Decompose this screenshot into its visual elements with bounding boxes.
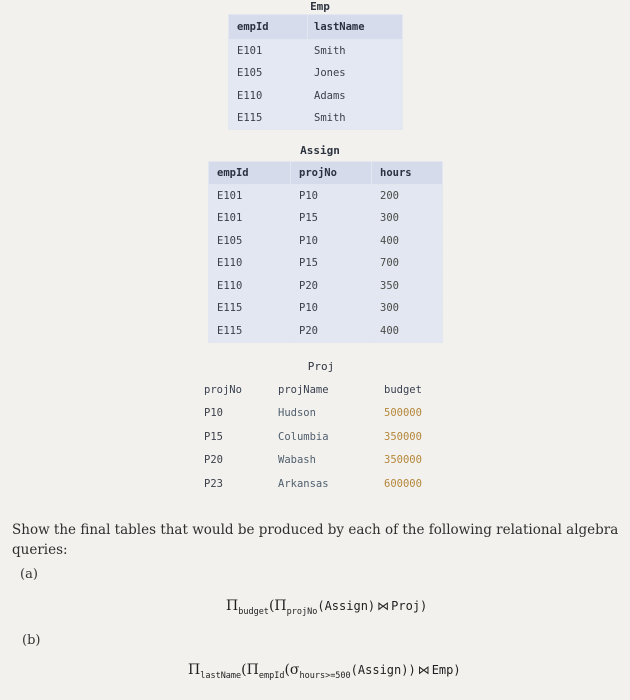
part-b-label: (b)	[22, 633, 41, 648]
table-cell: Arkansas	[278, 477, 329, 490]
relation-name: Emp)	[431, 663, 461, 677]
table-row	[196, 425, 422, 449]
expression-a: $\Pi_{budget}(\Pi_{projNo}(Assign)$ ⋈ Proj)	[226, 598, 428, 617]
assign-title: Assign	[300, 144, 340, 157]
table-cell: E110	[229, 85, 308, 108]
table-cell: 200	[372, 185, 443, 208]
table-row	[209, 297, 443, 320]
table-cell: 300	[372, 207, 443, 230]
assign-column-header: projNo	[291, 162, 372, 185]
table-cell: Hudson	[278, 407, 316, 420]
pi-symbol: Π	[246, 662, 259, 678]
table-cell: 300	[372, 297, 443, 320]
expression-b: $\Pi_{lastName}(\Pi_{empId}(\sigma_{hours>=500}(Assign))$ ⋈ Emp)	[188, 662, 461, 681]
table-cell: P23	[204, 477, 223, 490]
table-row	[229, 85, 403, 108]
table-cell: E101	[209, 207, 291, 230]
relation-name: (Assign)	[317, 599, 376, 613]
table-cell: E105	[209, 230, 291, 253]
table-cell: P20	[291, 275, 372, 298]
emp-body	[229, 40, 403, 130]
assign-column-header: hours	[372, 162, 443, 185]
relation-name: (Assign))	[350, 663, 416, 677]
assign-column-header: empId	[209, 162, 291, 185]
table-cell: P20	[291, 320, 372, 343]
table-row	[209, 320, 443, 343]
proj-title: Proj	[307, 360, 335, 373]
table-cell: P10	[204, 407, 223, 420]
table-row	[209, 275, 443, 298]
table-cell: E105	[229, 62, 308, 85]
proj-column-header: projNo	[204, 383, 242, 396]
table-cell: P15	[291, 252, 372, 275]
table-cell: E115	[209, 320, 291, 343]
table-cell: Adams	[308, 85, 403, 108]
projection-attr: projNo	[286, 606, 318, 617]
proj-header-row	[196, 378, 422, 402]
sigma-symbol: σ	[289, 662, 300, 678]
emp-header-row	[229, 15, 403, 40]
table-cell: 500000	[384, 407, 422, 420]
proj-column-header: budget	[384, 383, 422, 396]
proj-table	[196, 378, 422, 496]
proj-body	[196, 402, 422, 496]
table-row	[209, 230, 443, 253]
table-row	[209, 185, 443, 208]
projection-attr: empId	[258, 670, 285, 681]
table-cell: E101	[209, 185, 291, 208]
pi-symbol: Π	[188, 662, 201, 678]
emp-table	[228, 14, 403, 130]
join-symbol: ⋈	[377, 599, 390, 613]
table-cell: Jones	[308, 62, 403, 85]
table-cell: E110	[209, 275, 291, 298]
table-cell: E115	[209, 297, 291, 320]
assign-body	[209, 185, 443, 343]
table-row	[209, 207, 443, 230]
table-cell: P15	[291, 207, 372, 230]
proj-column-header: projName	[278, 383, 329, 396]
assign-header-row	[209, 162, 443, 185]
join-symbol: ⋈	[417, 663, 430, 677]
table-cell: E101	[229, 40, 308, 63]
table-cell: 600000	[384, 477, 422, 490]
table-cell: Wabash	[278, 454, 316, 467]
table-row	[229, 62, 403, 85]
table-row	[196, 472, 422, 496]
table-cell: E115	[229, 107, 308, 130]
table-cell: Smith	[308, 107, 403, 130]
table-cell: Smith	[308, 40, 403, 63]
selection-condition: hours>=500	[299, 670, 351, 681]
table-cell: 350000	[384, 430, 422, 443]
table-row	[196, 402, 422, 426]
table-cell: 350	[372, 275, 443, 298]
table-cell: E110	[209, 252, 291, 275]
table-cell: 400	[372, 320, 443, 343]
relation-name: Proj)	[391, 599, 428, 613]
assign-table	[208, 161, 443, 343]
pi-symbol: Π	[226, 598, 239, 614]
projection-attr: lastName	[200, 670, 242, 681]
table-row	[229, 40, 403, 63]
question-prompt: Show the final tables that would be produced by each of the following relational algebra queries:	[12, 522, 619, 558]
table-cell: Columbia	[278, 430, 329, 443]
table-row	[229, 107, 403, 130]
table-cell: 350000	[384, 454, 422, 467]
table-cell: P20	[204, 454, 223, 467]
table-row	[209, 252, 443, 275]
emp-column-header: lastName	[308, 15, 403, 40]
part-a-label: (a)	[20, 567, 38, 582]
pi-symbol: Π	[274, 598, 287, 614]
table-cell: P10	[291, 230, 372, 253]
table-cell: P10	[291, 185, 372, 208]
projection-attr: budget	[238, 606, 269, 617]
emp-title: Emp	[310, 0, 330, 13]
table-cell: 400	[372, 230, 443, 253]
table-cell: P15	[204, 430, 223, 443]
table-cell: 700	[372, 252, 443, 275]
table-cell: P10	[291, 297, 372, 320]
emp-column-header: empId	[229, 15, 308, 40]
table-row	[196, 449, 422, 473]
